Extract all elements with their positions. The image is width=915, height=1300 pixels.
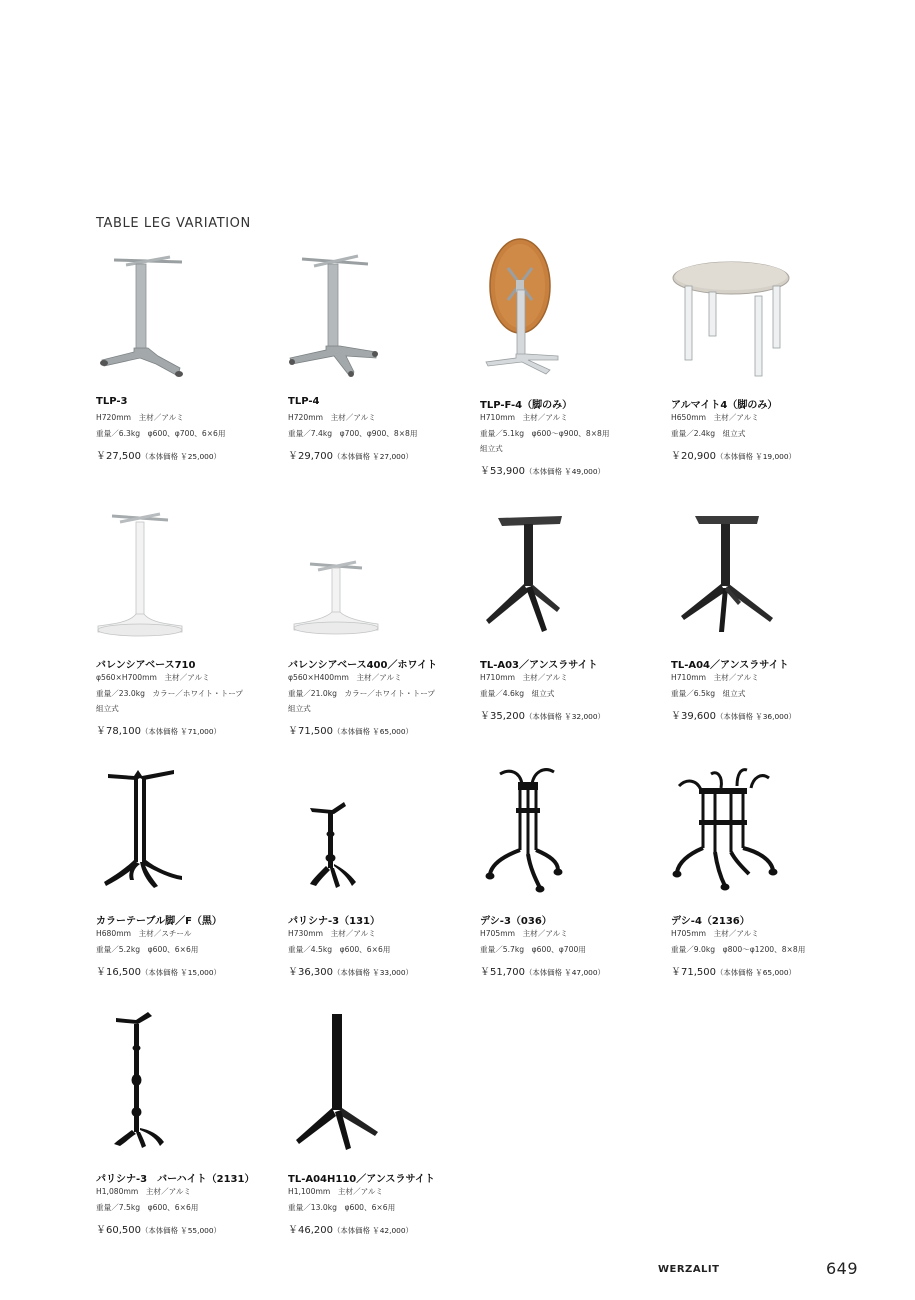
brand-name: WERZALIT — [658, 1264, 720, 1275]
product-price — [96, 447, 221, 462]
price-note: （本体価格 ￥25,000） — [141, 452, 221, 461]
product-spec: H710mm 主材／アルミ — [480, 413, 568, 422]
product-price — [288, 1221, 413, 1236]
product-spec: H705mm 主材／アルミ — [671, 929, 759, 938]
price-note: （本体価格 ￥71,000） — [141, 727, 221, 736]
product-card[interactable] — [671, 248, 856, 462]
product-card[interactable] — [96, 248, 281, 462]
product-price — [671, 707, 796, 722]
product-name: TL-A04／アンスラサイト — [671, 660, 789, 671]
price-value: ￥53,900 — [480, 466, 525, 477]
price-value: ￥60,500 — [96, 1225, 141, 1236]
product-price — [288, 722, 413, 737]
price-value: ￥71,500 — [671, 967, 716, 978]
ornate-3-leg-base-icon — [480, 764, 665, 904]
aluminum-3-leg-base-icon — [96, 248, 281, 388]
price-value: ￥35,200 — [480, 711, 525, 722]
product-spec: φ560×H700mm 主材／アルミ — [96, 673, 210, 682]
product-spec: 重量／13.0kg φ600、6×6用 — [288, 1203, 396, 1212]
product-card[interactable] — [288, 508, 473, 737]
product-spec: 重量／4.6kg 組立式 — [480, 689, 555, 698]
product-card[interactable] — [288, 764, 473, 978]
product-spec: H730mm 主材／アルミ — [288, 929, 376, 938]
price-note: （本体価格 ￥36,000） — [716, 712, 796, 721]
product-name: TL-A04H110／アンスラサイト — [288, 1174, 435, 1185]
price-note: （本体価格 ￥65,000） — [716, 968, 796, 977]
product-name: TLP-3 — [96, 396, 128, 407]
product-name: バレンシアベース710 — [96, 660, 196, 671]
product-card[interactable] — [96, 508, 281, 737]
product-spec: 重量／2.4kg 組立式 — [671, 429, 746, 438]
product-name: TL-A03／アンスラサイト — [480, 660, 598, 671]
product-price — [480, 963, 605, 978]
product-spec: 重量／4.5kg φ600、6×6用 — [288, 945, 391, 954]
product-spec: H680mm 主材／スチール — [96, 929, 192, 938]
price-value: ￥46,200 — [288, 1225, 333, 1236]
product-price — [96, 722, 221, 737]
price-value: ￥39,600 — [671, 711, 716, 722]
product-name: カラーテーブル脚／F（黒） — [96, 916, 222, 927]
product-spec: H720mm 主材／アルミ — [288, 413, 376, 422]
product-name: デシ-3（036） — [480, 916, 552, 927]
product-spec: H710mm 主材／アルミ — [480, 673, 568, 682]
price-value: ￥71,500 — [288, 726, 333, 737]
price-note: （本体価格 ￥15,000） — [141, 968, 221, 977]
product-spec: H1,100mm 主材／アルミ — [288, 1187, 384, 1196]
product-spec: H705mm 主材／アルミ — [480, 929, 568, 938]
price-value: ￥78,100 — [96, 726, 141, 737]
product-spec: H710mm 主材／アルミ — [671, 673, 759, 682]
product-name: パリシナ-3（131） — [288, 916, 380, 927]
product-spec: φ560×H400mm 主材／アルミ — [288, 673, 402, 682]
product-spec: H650mm 主材／アルミ — [671, 413, 759, 422]
product-name: アルマイト4（脚のみ） — [671, 400, 778, 411]
product-card[interactable] — [480, 508, 665, 722]
white-pedestal-low-icon — [288, 508, 473, 648]
price-value: ￥51,700 — [480, 967, 525, 978]
product-card[interactable] — [480, 238, 665, 477]
product-spec: 重量／7.4kg φ700、φ900、8×8用 — [288, 429, 418, 438]
price-note: （本体価格 ￥19,000） — [716, 452, 796, 461]
product-spec: 重量／5.7kg φ600、φ700用 — [480, 945, 586, 954]
product-price — [288, 447, 413, 462]
product-price — [288, 963, 413, 978]
product-name: デシ-4（2136） — [671, 916, 750, 927]
price-note: （本体価格 ￥33,000） — [333, 968, 413, 977]
product-spec: 重量／5.1kg φ600〜φ900、8×8用 — [480, 429, 610, 438]
product-name: バレンシアベース400／ホワイト — [288, 660, 438, 671]
price-value: ￥29,700 — [288, 451, 333, 462]
section-heading: TABLE LEG VARIATION — [96, 216, 251, 231]
bar-height-4-leg-base-icon — [288, 1008, 473, 1162]
cast-iron-3-leg-icon — [288, 764, 473, 904]
price-note: （本体価格 ￥32,000） — [525, 712, 605, 721]
product-spec: 重量／23.0kg カラー／ホワイト・トープ — [96, 689, 244, 698]
product-price — [96, 963, 221, 978]
product-name: TLP-F-4（脚のみ） — [480, 400, 573, 411]
product-price — [480, 707, 605, 722]
black-4-leg-base-icon — [671, 508, 856, 648]
product-price — [671, 447, 796, 462]
price-note: （本体価格 ￥49,000） — [525, 467, 605, 476]
product-card[interactable] — [671, 508, 856, 722]
product-card[interactable] — [96, 764, 281, 978]
product-spec: 重量／7.5kg φ600、6×6用 — [96, 1203, 199, 1212]
product-card[interactable] — [671, 764, 856, 978]
product-price — [96, 1221, 221, 1236]
price-note: （本体価格 ￥47,000） — [525, 968, 605, 977]
four-leg-table-icon — [671, 248, 856, 388]
ornate-4-leg-base-icon — [671, 764, 856, 904]
price-note: （本体価格 ￥27,000） — [333, 452, 413, 461]
page-number: 649 — [826, 1259, 859, 1278]
product-name: TLP-4 — [288, 396, 320, 407]
product-spec: 重量／6.3kg φ600、φ700、6×6用 — [96, 429, 226, 438]
price-value: ￥27,500 — [96, 451, 141, 462]
product-spec: 重量／21.0kg カラー／ホワイト・トープ — [288, 689, 436, 698]
black-3-leg-base-icon — [480, 508, 665, 648]
product-card[interactable] — [288, 1008, 473, 1236]
price-note: （本体価格 ￥65,000） — [333, 727, 413, 736]
product-card[interactable] — [96, 1008, 281, 1236]
bar-height-cast-base-icon — [96, 1008, 281, 1162]
black-steel-base-icon — [96, 764, 281, 904]
product-card[interactable] — [480, 764, 665, 978]
price-value: ￥20,900 — [671, 451, 716, 462]
price-note: （本体価格 ￥55,000） — [141, 1226, 221, 1235]
product-spec: 組立式 — [96, 704, 119, 713]
product-spec: 重量／5.2kg φ600、6×6用 — [96, 945, 199, 954]
product-price — [480, 462, 605, 477]
product-spec: H1,080mm 主材／アルミ — [96, 1187, 192, 1196]
price-value: ￥16,500 — [96, 967, 141, 978]
folding-table-base-icon — [480, 238, 665, 388]
product-spec: 重量／9.0kg φ800〜φ1200、8×8用 — [671, 945, 806, 954]
product-spec: 重量／6.5kg 組立式 — [671, 689, 746, 698]
product-spec: 組立式 — [288, 704, 311, 713]
product-price — [671, 963, 796, 978]
product-name: パリシナ-3 バーハイト（2131） — [96, 1174, 255, 1185]
price-value: ￥36,300 — [288, 967, 333, 978]
product-spec: 組立式 — [480, 444, 503, 453]
price-note: （本体価格 ￥42,000） — [333, 1226, 413, 1235]
product-spec: H720mm 主材／アルミ — [96, 413, 184, 422]
white-pedestal-tall-icon — [96, 508, 281, 648]
product-card[interactable] — [288, 248, 473, 462]
aluminum-4-leg-base-icon — [288, 248, 473, 388]
